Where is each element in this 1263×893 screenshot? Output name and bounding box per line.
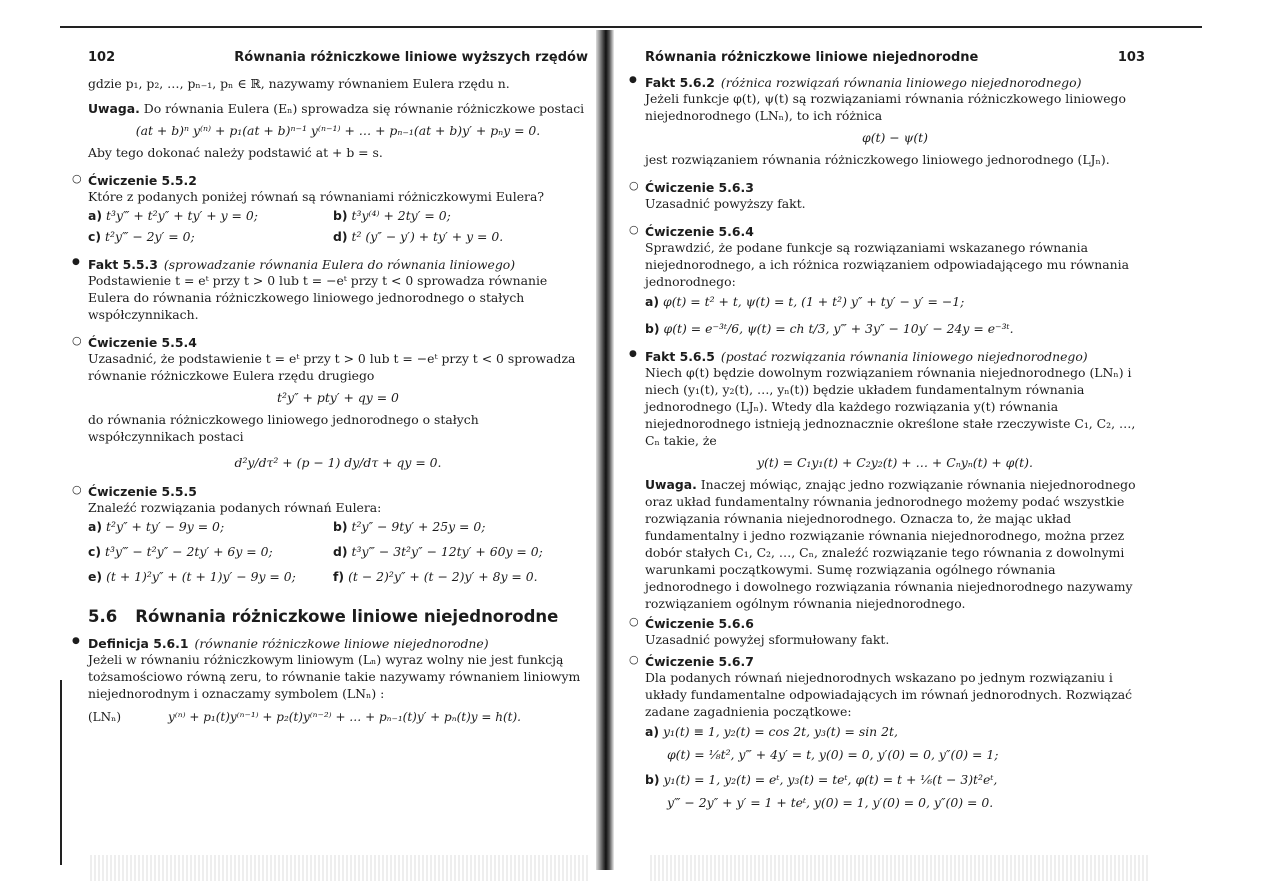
exercise-text: Które z podanych poniżej równań są równaniami różniczkowymi Eulera? [88, 189, 544, 204]
item-eq: (t + 1)²y″ + (t + 1)y′ − 9y = 0; [106, 569, 296, 584]
intro-text: gdzie p₁, p₂, …, pₙ₋₁, pₙ ∈ ℝ, nazywamy równaniem Eulera rzędu n. [88, 76, 510, 91]
exercise-equation: t²y″ + pty′ + qy = 0 [277, 390, 399, 405]
exercise-text: Dla podanych równań niejednorodnych wskazano po jednym rozwiązaniu i układy fundamentalne odpowiadających im równań jednorodnych. Rozwiązać zadane zagadnienia początkowe: [645, 670, 1133, 719]
item-label: a) [88, 519, 103, 534]
section-title: Równania różniczkowe liniowe niejednorodne [135, 607, 559, 626]
uwaga-text: Do równania Eulera (Eₙ) sprowadza się równanie różniczkowe postaci [143, 101, 585, 116]
section-heading [88, 607, 588, 626]
item-label: d) [333, 229, 348, 244]
exercise-title: ○ Ćwiczenie 5.5.4 [88, 335, 588, 350]
definition-equation: y⁽ⁿ⁾ + p₁(t)y⁽ⁿ⁻¹⁾ + p₂(t)y⁽ⁿ⁻²⁾ + … + pₙ₋₁(t)y′ + pₙ(t)y = h(t). [168, 710, 521, 724]
exercise-text-2: do równania różniczkowego liniowego jednorodnego o stałych współczynnikach postaci [88, 412, 479, 444]
exercise-items [88, 518, 588, 585]
fact-title [88, 257, 588, 272]
uwaga-after: Aby tego dokonać należy podstawić at + b = s. [88, 145, 383, 160]
item-eq: t²y″ + ty′ − 9y = 0; [106, 519, 225, 534]
uwaga-text: Inaczej mówiąc, znając jedno rozwiązanie równania niejednorodnego oraz układ fundamentalny równania jednorodnego możemy podać wszystkie rozwiązania równania niejednorodnego. Oznacza to, że mając układ fundamentalny i jedno rozwiązanie równania niejednorodnego, można przez dobór stałych C₁, C₂, …, Cₙ, znaleźć rozwiązanie tego równania z dowolnymi warunkami początkowymi. Sumę rozwiązania ogólnego równania jednorodnego i dowolnego rozwiązania równania niejednorodnego nazywamy rozwiązaniem ogólnym równania niejednorodnego. [645, 477, 1136, 611]
fact-5-6-5 [645, 349, 1145, 470]
item-eq-2: φ(t) = ⅛t², y‴ + 4y′ = t, y(0) = 0, y′(0) = 0, y″(0) = 1; [667, 747, 999, 762]
exercise-5-6-6 [645, 616, 1145, 648]
fact-number: Fakt 5.5.3 [88, 257, 158, 272]
exercise-5-5-4 [88, 335, 588, 470]
fact-subtitle: (sprowadzanie równania Eulera do równania liniowego) [163, 257, 516, 272]
fact-equation: y(t) = C₁y₁(t) + C₂y₂(t) + … + Cₙyₙ(t) + φ(t). [757, 455, 1033, 470]
fact-5-6-2 [645, 75, 1145, 168]
fact-subtitle: (różnica rozwiązań równania liniowego niejednorodnego) [720, 75, 1082, 90]
equation-tag: (LNₙ) [88, 710, 122, 724]
uwaga-label: Uwaga. [645, 477, 697, 492]
definition-equation-row [88, 710, 588, 724]
fact-text: Podstawienie t = eᵗ przy t > 0 lub t = −eᵗ przy t < 0 sprowadza równanie Eulera do równania różniczkowego liniowego jednorodnego o stałych współczynnikach. [88, 273, 548, 322]
exercise-title: ○ Ćwiczenie 5.6.6 [645, 616, 1145, 631]
fact-5-5-3 [88, 257, 588, 323]
exercise-5-5-2 [88, 173, 588, 245]
exercise-title: ○ Ćwiczenie 5.5.5 [88, 484, 588, 499]
fact-number: Fakt 5.6.2 [645, 75, 715, 90]
item-eq: t³y⁽⁴⁾ + 2ty′ = 0; [351, 208, 451, 223]
exercise-text: Uzasadnić, że podstawienie t = eᵗ przy t > 0 lub t = −eᵗ przy t < 0 sprowadza równanie różniczkowe Eulera rzędu drugiego [88, 351, 576, 383]
item-label: b) [645, 772, 660, 787]
item-label: e) [88, 569, 103, 584]
margin-rule [60, 680, 62, 865]
item-eq: t² (y″ − y′) + ty′ + y = 0. [351, 229, 504, 244]
uwaga-paragraph [645, 476, 1145, 612]
scan-shadow-right [650, 855, 1150, 881]
page-number: 102 [88, 50, 116, 65]
item-eq: y₁(t) ≡ 1, y₂(t) = cos 2t, y₃(t) = sin 2t, [663, 724, 898, 739]
fact-subtitle: (postać rozwiązania równania liniowego niejednorodnego) [720, 349, 1088, 364]
item-eq: t²y‴ − 2y′ = 0; [105, 229, 195, 244]
running-head: Równania różniczkowe liniowe niejednorodne [645, 50, 979, 65]
definition-text: Jeżeli w równaniu różniczkowym liniowym (Lₙ) wyraz wolny nie jest funkcją tożsamościowo równą zeru, to równanie takie nazywamy równaniem liniowym niejednorodnym i oznaczamy symbolem (LNₙ) : [88, 652, 581, 701]
item-label: c) [88, 229, 102, 244]
uwaga-equation: (at + b)ⁿ y⁽ⁿ⁾ + p₁(at + b)ⁿ⁻¹ y⁽ⁿ⁻¹⁾ + … + pₙ₋₁(at + b)y′ + pₙy = 0. [135, 123, 541, 138]
item-eq: (t − 2)²y″ + (t − 2)y′ + 8y = 0. [348, 569, 538, 584]
item-eq: y₁(t) = 1, y₂(t) = eᵗ, y₃(t) = teᵗ, φ(t) = t + ⅙(t − 3)t²eᵗ, [663, 772, 998, 787]
fact-text-2: jest rozwiązaniem równania różniczkowego liniowego jednorodnego (LJₙ). [645, 152, 1110, 167]
item-label: d) [333, 544, 348, 559]
item-eq: t³y‴ + t²y″ + ty′ + y = 0; [106, 208, 258, 223]
exercise-title: ○ Ćwiczenie 5.6.3 [645, 180, 1145, 195]
item-label: a) [645, 724, 660, 739]
exercise-title: ○ Ćwiczenie 5.6.4 [645, 224, 1145, 239]
fact-title [645, 75, 1145, 90]
exercise-title: ○ Ćwiczenie 5.5.2 [88, 173, 588, 188]
item-label: c) [88, 544, 102, 559]
definition-title [88, 636, 588, 651]
fact-title [645, 349, 1145, 364]
right-header [645, 50, 1145, 65]
page-number: 103 [1117, 50, 1145, 65]
exercise-items [88, 207, 588, 245]
left-page [88, 50, 588, 724]
fact-equation: φ(t) − ψ(t) [862, 130, 928, 145]
item-eq: t³y‴ − 3t²y″ − 12ty′ + 60y = 0; [351, 544, 543, 559]
exercise-text: Uzasadnić powyżej sformułowany fakt. [645, 632, 890, 647]
exercise-5-6-4 [645, 224, 1145, 337]
book-spine [596, 30, 614, 870]
fact-text: Jeżeli funkcje φ(t), ψ(t) są rozwiązaniami równania różniczkowego liniowego niejednorodnego (LNₙ), to ich różnica [645, 91, 1126, 123]
exercise-text: Uzasadnić powyższy fakt. [645, 196, 806, 211]
item-eq-2: y‴ − 2y″ + y′ = 1 + teᵗ, y(0) = 1, y′(0) = 0, y″(0) = 0. [667, 795, 994, 810]
exercise-text: Znaleźć rozwiązania podanych równań Eulera: [88, 500, 382, 515]
scan-shadow-left [90, 855, 590, 881]
definition-5-6-1 [88, 636, 588, 724]
exercise-5-5-5 [88, 484, 588, 585]
item-label: a) [88, 208, 103, 223]
item-label: f) [333, 569, 345, 584]
left-header [88, 50, 588, 65]
item-eq: φ(t) = t² + t, ψ(t) = t, (1 + t²) y″ + ty′ − y′ = −1; [663, 294, 965, 309]
uwaga-paragraph [88, 100, 588, 117]
exercise-equation-2: d²y/dτ² + (p − 1) dy/dτ + qy = 0. [234, 455, 442, 470]
item-eq: t³y‴ − t²y″ − 2ty′ + 6y = 0; [105, 544, 273, 559]
right-page [645, 50, 1145, 811]
uwaga-label: Uwaga. [88, 101, 140, 116]
top-rule [60, 26, 1202, 28]
section-number: 5.6 [88, 607, 118, 626]
exercise-5-6-3 [645, 180, 1145, 212]
running-head: Równania różniczkowe liniowe wyższych rzędów [234, 50, 588, 65]
fact-number: Fakt 5.6.5 [645, 349, 715, 364]
item-eq: φ(t) = e⁻³ᵗ/6, ψ(t) = ch t/3, y‴ + 3y″ − 10y′ − 24y = e⁻³ᵗ. [663, 321, 1014, 336]
exercise-5-6-7 [645, 654, 1145, 811]
item-eq: t²y″ − 9ty′ + 25y = 0; [351, 519, 486, 534]
item-label: a) [645, 294, 660, 309]
definition-subtitle: (równanie różniczkowe liniowe niejednorodne) [194, 636, 489, 651]
item-label: b) [645, 321, 660, 336]
exercise-title: ○ Ćwiczenie 5.6.7 [645, 654, 1145, 669]
item-label: b) [333, 519, 348, 534]
item-label: b) [333, 208, 348, 223]
definition-number: Definicja 5.6.1 [88, 636, 189, 651]
fact-text: Niech φ(t) będzie dowolnym rozwiązaniem równania niejednorodnego (LNₙ) i niech (y₁(t), y₂(t), …, yₙ(t)) będzie układem fundamentalnym równania jednorodnego (LJₙ). Wtedy dla każdego rozwiązania y(t) równania niejednorodnego istnieją jednoznacznie określone stałe rzeczywiste C₁, C₂, …, Cₙ takie, że [645, 365, 1136, 448]
exercise-text: Sprawdzić, że podane funkcje są rozwiązaniami wskazanego równania niejednorodnego, a ich różnica rozwiązaniem odpowiadającego mu równania jednorodnego: [645, 240, 1129, 289]
